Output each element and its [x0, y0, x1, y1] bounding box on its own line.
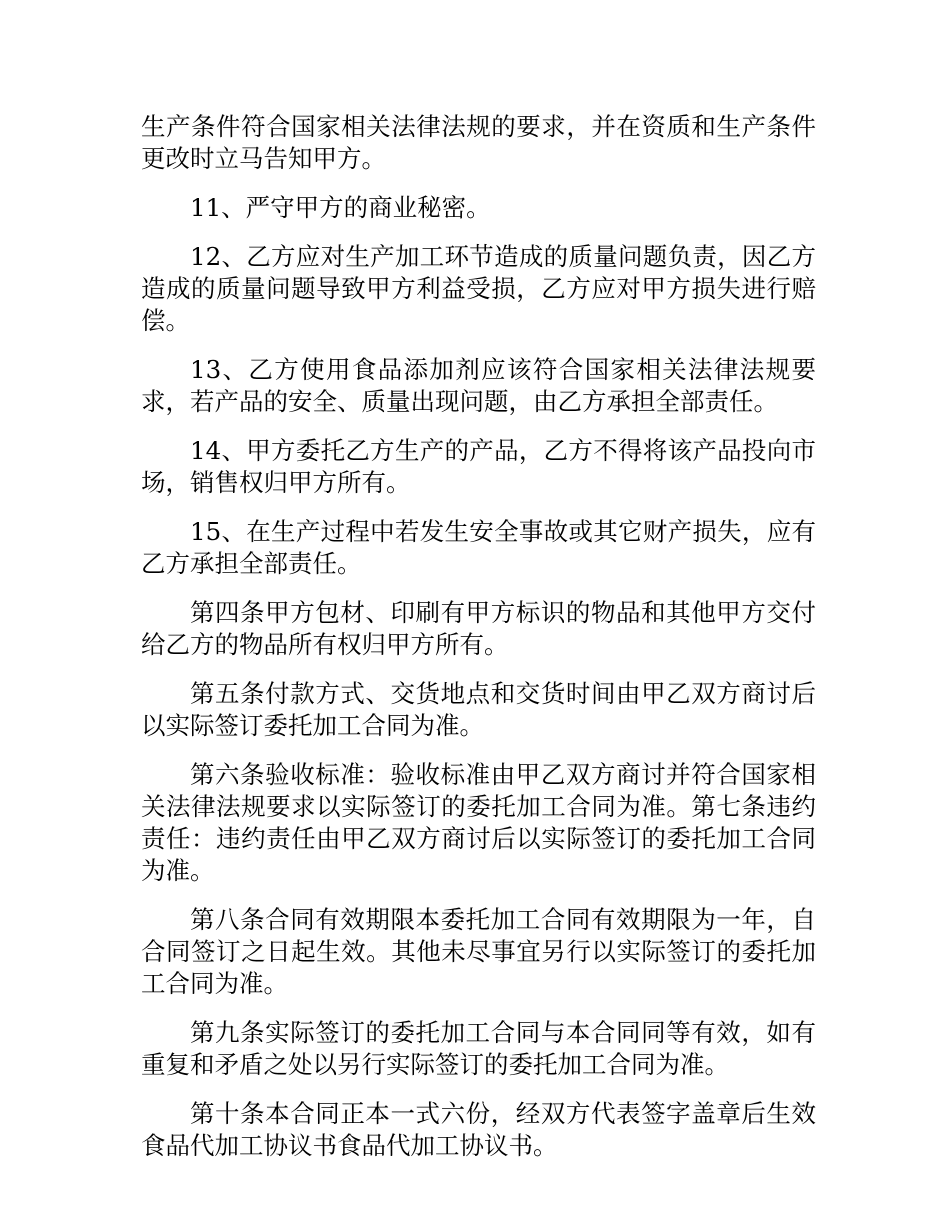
paragraph-2: 11、严守甲方的商业秘密。 [190, 193, 491, 222]
paragraph-5: 14、甲方委托乙方生产的产品，乙方不得将该产品投向市场，销售权归甲方所有。 [141, 436, 816, 497]
paragraph-12: 第十条本合同正本一式六份，经双方代表签字盖章后生效食品代加工协议书食品代加工协议书。 [141, 1099, 816, 1160]
paragraph-7: 第四条甲方包材、印刷有甲方标识的物品和其他甲方交付给乙方的物品所有权归甲方所有。 [141, 598, 816, 659]
paragraph-9: 第六条验收标准：验收标准由甲乙双方商讨并符合国家相关法律法规要求以实际签订的委托加工合同为准。第七条违约责任：违约责任由甲乙双方商讨后以实际签订的委托加工合同为准。 [141, 760, 816, 885]
paragraph-8: 第五条付款方式、交货地点和交货时间由甲乙双方商讨后以实际签订委托加工合同为准。 [141, 679, 816, 740]
paragraph-4: 13、乙方使用食品添加剂应该符合国家相关法律法规要求，若产品的安全、质量出现问题，由乙方承担全部责任。 [141, 355, 816, 416]
paragraph-3: 12、乙方应对生产加工环节造成的质量问题负责，因乙方造成的质量问题导致甲方利益受损，乙方应对甲方损失进行赔偿。 [141, 242, 816, 335]
document-body [141, 111, 816, 1179]
paragraph-6: 15、在生产过程中若发生安全事故或其它财产损失，应有乙方承担全部责任。 [141, 517, 816, 578]
paragraph-11: 第九条实际签订的委托加工合同与本合同同等有效，如有重复和矛盾之处以另行实际签订的委托加工合同为准。 [141, 1018, 816, 1079]
paragraph-10: 第八条合同有效期限本委托加工合同有效期限为一年，自合同签订之日起生效。其他未尽事宜另行以实际签订的委托加工合同为准。 [141, 905, 816, 998]
paragraph-1: 生产条件符合国家相关法律法规的要求，并在资质和生产条件更改时立马告知甲方。 [141, 112, 816, 173]
